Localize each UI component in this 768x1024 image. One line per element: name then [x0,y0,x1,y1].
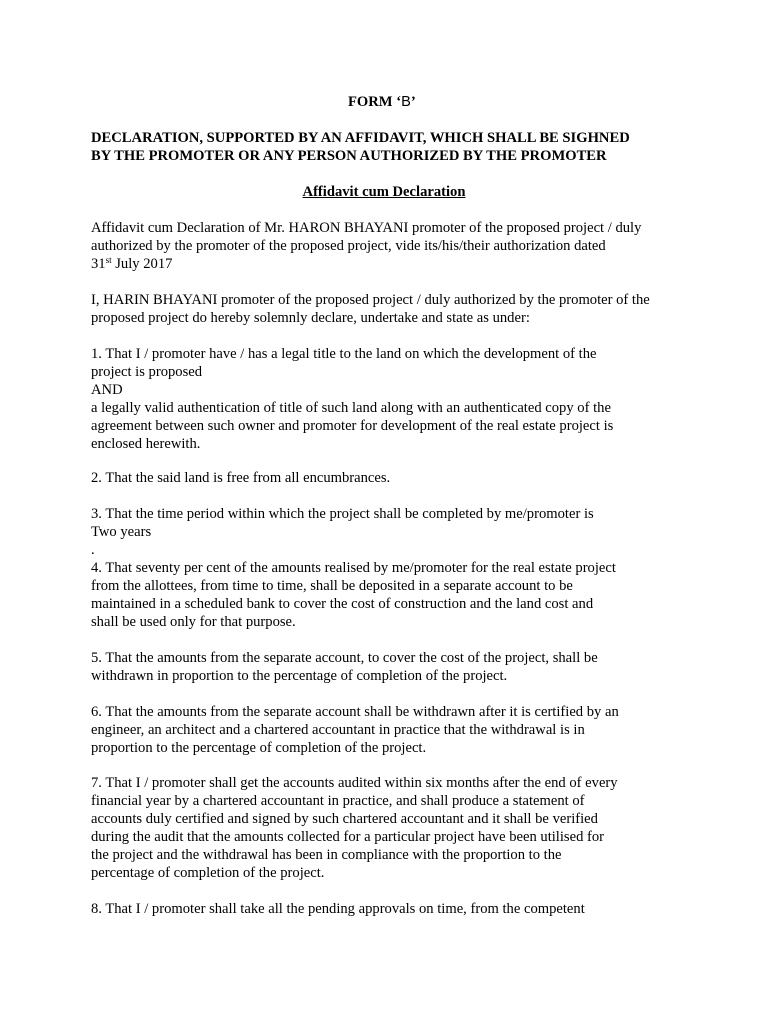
clause-8-line: 8. That I / promoter shall take all the pending approvals on time, from the competent [91,901,585,917]
clause-6-line: engineer, an architect and a chartered accountant in practice that the withdrawal is in [91,722,585,738]
form-title-prefix: FORM ‘ [348,94,402,110]
form-title-letter: B [401,94,411,110]
clause-4-line: from the allottees, from time to time, shall be deposited in a separate account to be [91,578,573,594]
clause-2-line: 2. That the said land is free from all encumbrances. [91,470,391,486]
clause-5-line: withdrawn in proportion to the percentage of completion of the project. [91,668,508,684]
authorization-date [91,255,172,273]
clause-3-line: . [91,542,95,558]
clause-4-line: maintained in a scheduled bank to cover the cost of construction and the land cost and [91,596,594,612]
clause-4-line: 4. That seventy per cent of the amounts realised by me/promoter for the real estate project [91,560,616,576]
clause-7-line: percentage of completion of the project. [91,865,325,881]
intro-line: Affidavit cum Declaration of Mr. HARON BHAYANI promoter of the proposed project / duly [91,220,642,236]
clause-1-line: enclosed herewith. [91,436,201,452]
clause-1-line: 1. That I / promoter have / has a legal title to the land on which the development of the [91,346,597,362]
clause-1-line: AND [91,382,123,398]
clause-5-line: 5. That the amounts from the separate account, to cover the cost of the project, shall be [91,650,598,666]
clause-6-line: 6. That the amounts from the separate account shall be withdrawn after it is certified by an [91,704,619,720]
form-title [348,93,416,111]
clause-7-line: 7. That I / promoter shall get the accounts audited within six months after the end of every [91,775,618,791]
clause-1-line: a legally valid authentication of title of such land along with an authenticated copy of the [91,400,611,416]
date-suffix: st [105,255,112,265]
clause-1-line: agreement between such owner and promoter for development of the real estate project is [91,418,614,434]
clause-7-line: during the audit that the amounts collected for a particular project have been utilised for [91,829,605,845]
intro-line: authorized by the promoter of the proposed project, vide its/his/their authorization dated [91,238,606,254]
declaration-line: proposed project do hereby solemnly declare, undertake and state as under: [91,310,530,326]
subheading: Affidavit cum Declaration [302,184,466,200]
clause-3-line: Two years [91,524,152,540]
declaration-line: I, HARIN BHAYANI promoter of the proposed project / duly authorized by the promoter of the [91,292,650,308]
heading-line: DECLARATION, SUPPORTED BY AN AFFIDAVIT, WHICH SHALL BE SIGHNED [91,130,630,146]
clause-3-line: 3. That the time period within which the project shall be completed by me/promoter is [91,506,594,522]
clause-7-line: financial year by a chartered accountant in practice, and shall produce a statement of [91,793,585,809]
clause-6-line: proportion to the percentage of completion of the project. [91,740,427,756]
clause-7-line: accounts duly certified and signed by such chartered accountant and it shall be verified [91,811,598,827]
heading-line: BY THE PROMOTER OR ANY PERSON AUTHORIZED BY THE PROMOTER [91,148,607,164]
clause-1-line: project is proposed [91,364,203,380]
clause-7-line: the project and the withdrawal has been in compliance with the proportion to the [91,847,562,863]
date-rest: July 2017 [111,256,173,272]
form-title-suffix: ’ [410,94,416,110]
date-day: 31 [91,256,106,272]
clause-4-line: shall be used only for that purpose. [91,614,296,630]
